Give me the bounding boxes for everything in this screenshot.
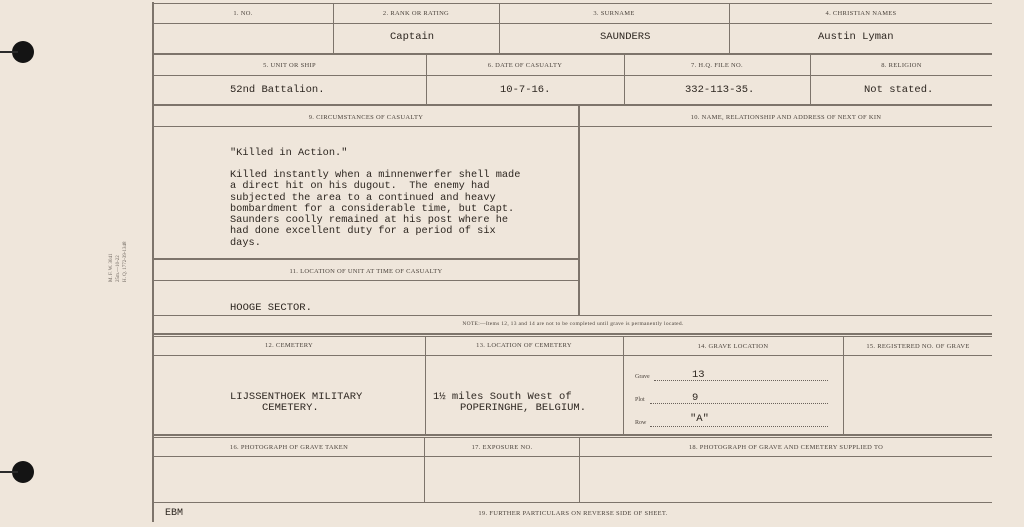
rule bbox=[152, 355, 992, 356]
label-row: Row bbox=[635, 420, 647, 426]
label-hq-file: 7. H.Q. FILE NO. bbox=[691, 62, 743, 69]
label-next-of-kin: 10. NAME, RELATIONSHIP AND ADDRESS OF NEXT OF KIN bbox=[690, 114, 882, 121]
rule bbox=[152, 75, 992, 76]
value-hq-file: 332-113-35. bbox=[685, 84, 755, 96]
rule bbox=[152, 333, 992, 335]
value-surname: SAUNDERS bbox=[600, 31, 651, 43]
rule bbox=[152, 126, 992, 127]
rule bbox=[152, 280, 578, 281]
label-christian-names: 4. CHRISTIAN NAMES bbox=[825, 10, 897, 17]
rule bbox=[152, 434, 992, 436]
note-text: NOTE:—Items 12, 13 and 14 are not to be completed until grave is permanently located. bbox=[462, 321, 684, 327]
label-no: 1. NO. bbox=[233, 10, 253, 17]
punch-hole-bottom-line bbox=[0, 471, 18, 473]
label-location-of-cemetery: 13. LOCATION OF CEMETERY bbox=[476, 342, 572, 349]
circumstances-title: "Killed in Action." bbox=[230, 147, 348, 159]
divider bbox=[623, 336, 624, 435]
side-text-3: H. Q. 1772-39-1348 bbox=[123, 241, 128, 282]
label-registered-no: 15. REGISTERED NO. OF GRAVE bbox=[866, 343, 970, 350]
rule bbox=[152, 502, 992, 503]
value-location-of-unit: HOOGE SECTOR. bbox=[230, 302, 312, 314]
value-unit: 52nd Battalion. bbox=[230, 84, 325, 96]
label-surname: 3. SURNAME bbox=[593, 10, 635, 17]
rule bbox=[152, 3, 992, 4]
value-cemetery-line1: LIJSSENTHOEK MILITARY bbox=[230, 391, 363, 403]
plot-line bbox=[650, 403, 828, 404]
divider bbox=[425, 336, 426, 435]
label-exposure-no: 17. EXPOSURE NO. bbox=[471, 444, 533, 451]
rule bbox=[152, 437, 992, 438]
divider bbox=[578, 106, 580, 315]
label-date: 6. DATE OF CASUALTY bbox=[487, 62, 563, 69]
divider bbox=[843, 336, 844, 435]
grave-line bbox=[654, 380, 828, 381]
rule bbox=[152, 456, 992, 457]
value-location-line1: 1½ miles South West of bbox=[433, 391, 572, 403]
value-grave: 13 bbox=[692, 369, 705, 381]
value-religion: Not stated. bbox=[864, 84, 934, 96]
label-grave-location: 14. GRAVE LOCATION bbox=[697, 343, 769, 350]
label-further-particulars: 19. FURTHER PARTICULARS ON REVERSE SIDE OF SHEET. bbox=[478, 510, 668, 517]
value-location-line2: POPERINGHE, BELGIUM. bbox=[460, 402, 587, 414]
label-location-of-unit: 11. LOCATION OF UNIT AT TIME OF CASUALTY bbox=[289, 268, 443, 275]
label-cemetery: 12. CEMETERY bbox=[264, 342, 314, 349]
side-text-1: M. F. W. 3041 bbox=[109, 253, 114, 282]
rule bbox=[152, 23, 992, 24]
label-photo-supplied: 18. PHOTOGRAPH OF GRAVE AND CEMETERY SUPPLIED TO bbox=[688, 444, 884, 451]
label-unit: 5. UNIT OR SHIP bbox=[263, 62, 316, 69]
label-circumstances: 9. CIRCUMSTANCES OF CASUALTY bbox=[308, 114, 424, 121]
value-row: "A" bbox=[690, 413, 709, 425]
value-rank: Captain bbox=[390, 31, 435, 43]
punch-hole-top-line bbox=[0, 51, 18, 53]
value-christian-names: Austin Lyman bbox=[818, 31, 894, 43]
label-rank: 2. RANK OR RATING bbox=[382, 10, 450, 17]
side-text-2: 25m.—10-22 bbox=[116, 255, 121, 282]
label-religion: 8. RELIGION bbox=[881, 62, 922, 69]
rule bbox=[152, 336, 992, 337]
rule bbox=[152, 104, 992, 106]
circumstances-text: Killed instantly when a minnenwerfer shell made a direct hit on his dugout. The enemy had subjected the area to a continued and heavy bombardment for a considerable time, but Capt. Saunders coolly remained at his post where he had done excellent duty for a period of six days. bbox=[230, 169, 521, 249]
rule bbox=[152, 53, 992, 55]
value-date: 10-7-16. bbox=[500, 84, 551, 96]
clerk-initials: EBM bbox=[165, 508, 184, 519]
label-grave: Grave bbox=[635, 374, 650, 380]
label-plot: Plot bbox=[635, 397, 645, 403]
rule bbox=[152, 315, 992, 316]
value-plot: 9 bbox=[692, 392, 699, 404]
row-line bbox=[650, 426, 828, 427]
label-photo-taken: 16. PHOTOGRAPH OF GRAVE TAKEN bbox=[229, 444, 349, 451]
value-cemetery-line2: CEMETERY. bbox=[262, 402, 319, 414]
side-form-number bbox=[108, 232, 129, 282]
rule bbox=[152, 258, 578, 260]
